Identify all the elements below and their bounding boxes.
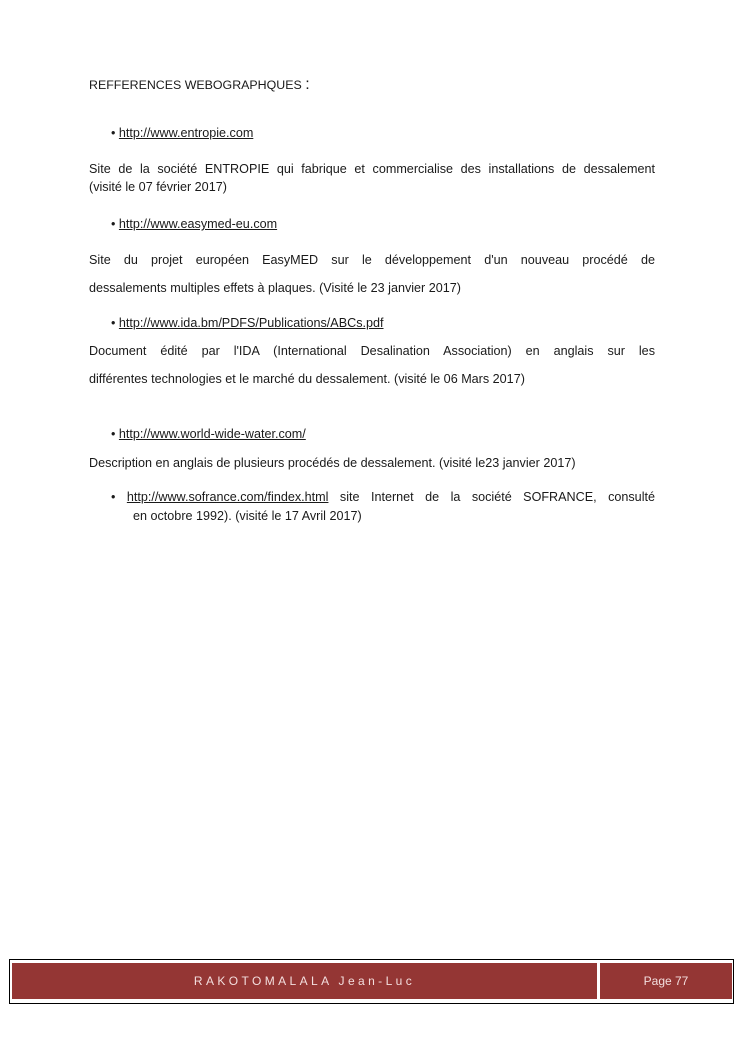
reference-item: • http://www.easymed-eu.com (111, 217, 278, 231)
reference-description-line: (visité le 07 février 2017) (89, 180, 227, 194)
footer-author: RAKOTOMALALA Jean-Luc (12, 963, 597, 999)
reference-description-line: Site de la société ENTROPIE qui fabrique et commercialise des installations de dessalement (89, 162, 655, 176)
reference-item: • http://www.sofrance.com/findex.html site Internet de la société SOFRANCE, consulté (111, 490, 655, 504)
reference-item: • http://www.ida.bm/PDFS/Publications/ABCs.pdf (111, 316, 384, 330)
page-footer (9, 959, 734, 1004)
reference-description-line: différentes technologies et le marché du dessalement. (visité le 06 Mars 2017) (89, 372, 525, 386)
reference-link[interactable]: http://www.ida.bm/PDFS/Publications/ABCs.pdf (118, 316, 384, 330)
reference-link[interactable]: http://www.sofrance.com/findex.html (126, 490, 329, 504)
reference-description-line: Site du projet européen EasyMED sur le développement d'un nouveau procédé de (89, 253, 655, 267)
footer-page-number: Page 77 (600, 963, 732, 999)
reference-link[interactable]: http://www.easymed-eu.com (118, 217, 278, 231)
reference-description-line: en octobre 1992). (visité le 17 Avril 2017) (133, 509, 362, 523)
heading-text: REFFERENCES WEBOGRAPHQUES (89, 78, 302, 92)
reference-description-line: Document édité par l'IDA (International Desalination Association) en anglais sur les (89, 344, 655, 358)
heading-colon: : (305, 76, 310, 93)
section-heading (89, 76, 310, 94)
reference-description-line: dessalements multiples effets à plaques. (Visité le 23 janvier 2017) (89, 281, 461, 295)
reference-link[interactable]: http://www.entropie.com (118, 126, 254, 140)
reference-inline-description: site Internet de la société SOFRANCE, consulté (339, 490, 655, 504)
reference-item: • http://www.world-wide-water.com/ (111, 427, 306, 441)
reference-item: • http://www.entropie.com (111, 126, 254, 140)
reference-description-line: Description en anglais de plusieurs procédés de dessalement. (visité le23 janvier 2017) (89, 456, 576, 470)
reference-link[interactable]: http://www.world-wide-water.com/ (118, 427, 306, 441)
